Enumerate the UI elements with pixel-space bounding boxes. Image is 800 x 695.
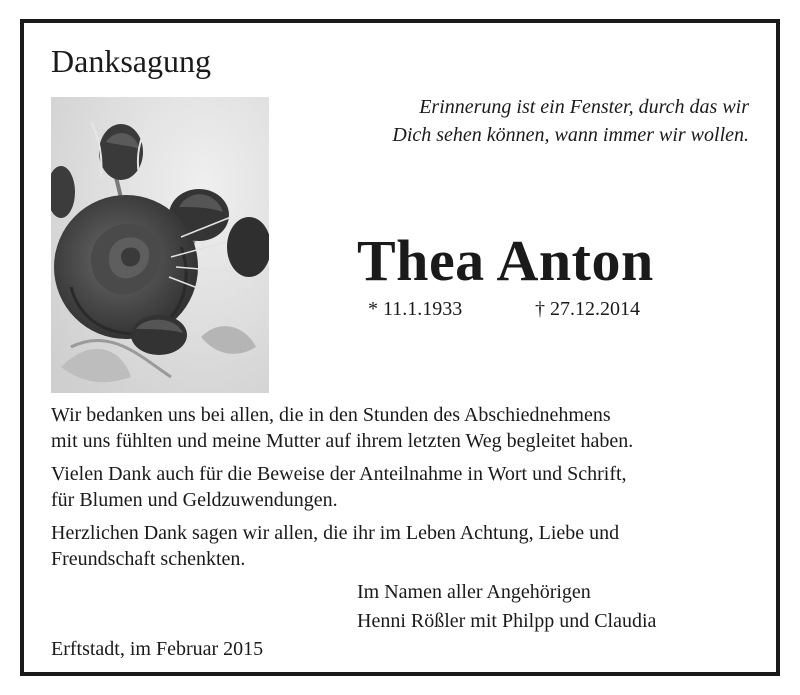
deceased-name: Thea Anton bbox=[357, 228, 654, 293]
quote-line: Erinnerung ist ein Fenster, durch das wir bbox=[419, 96, 749, 118]
quote-line: Dich sehen können, wann immer wir wollen. bbox=[392, 124, 749, 146]
thanks-paragraph bbox=[51, 461, 753, 513]
memorial-quote bbox=[392, 93, 749, 149]
rose-image-icon bbox=[51, 97, 269, 393]
rose-photo bbox=[51, 97, 269, 393]
text-line: Wir bedanken uns bei allen, die in den Stunden des Abschiednehmens bbox=[51, 404, 611, 426]
text-line: Vielen Dank auch für die Beweise der Anteilnahme in Wort und Schrift, bbox=[51, 463, 627, 485]
signature-line: Im Namen aller Angehörigen bbox=[357, 581, 591, 603]
birth-date: * 11.1.1933 bbox=[368, 298, 463, 320]
text-line: Herzlichen Dank sagen wir allen, die ihr im Leben Achtung, Liebe und bbox=[51, 522, 620, 544]
death-date: † 27.12.2014 bbox=[535, 298, 640, 320]
thanks-text bbox=[51, 402, 753, 579]
thanks-paragraph bbox=[51, 520, 753, 572]
signature-block bbox=[357, 578, 656, 636]
notice-heading: Danksagung bbox=[51, 43, 211, 79]
text-line: für Blumen und Geldzuwendungen. bbox=[51, 489, 338, 511]
text-line: mit uns fühlten und meine Mutter auf ihrem letzten Weg begleitet haben. bbox=[51, 430, 634, 452]
thanks-paragraph bbox=[51, 402, 753, 454]
text-line: Freundschaft schenkten. bbox=[51, 548, 246, 570]
place-date: Erftstadt, im Februar 2015 bbox=[51, 638, 264, 660]
signature-line: Henni Rößler mit Philpp und Claudia bbox=[357, 610, 657, 632]
